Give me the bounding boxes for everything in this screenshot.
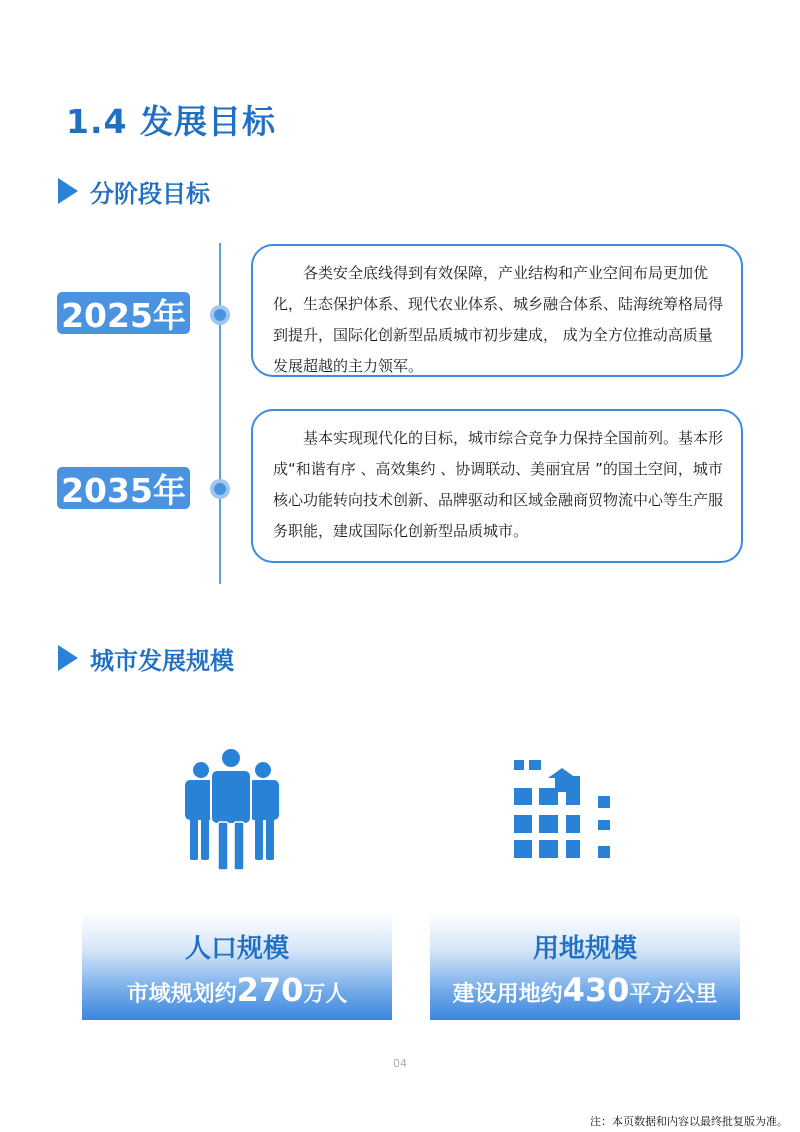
stat-suffix: 万人	[303, 982, 348, 1007]
section-heading-label: 城市发展规模	[90, 646, 234, 675]
triangle-bullet-icon	[58, 645, 78, 671]
timeline-line	[219, 243, 221, 584]
stat-description	[82, 971, 392, 1009]
stat-suffix: 平方公里	[629, 982, 718, 1007]
year-badge-2025: 2025年	[57, 292, 190, 334]
timeline-dot	[210, 479, 230, 499]
triangle-bullet-icon	[58, 178, 78, 204]
section-heading-label: 分阶段目标	[90, 179, 210, 208]
section-heading-city-scale	[58, 641, 234, 675]
page-title: 1.4 发展目标	[66, 102, 276, 141]
people-icon	[180, 748, 284, 870]
stat-title: 人口规模	[184, 934, 289, 964]
stat-card-population	[82, 912, 392, 1020]
goal-box-2035: 基本实现现代化的目标，城市综合竞争力保持全国前列。基本形成“和谐有序 、高效集约 、协调联动、美丽宜居 ”的国土空间，城市核心功能转向技术创新、品牌驱动和区域金融商贸物流中心等生产服务职能，建成国际化创新型品质城市。	[251, 409, 743, 563]
year-badge-2035: 2035年	[57, 467, 190, 509]
stat-prefix: 市域规划约	[126, 982, 237, 1007]
stat-description	[430, 971, 740, 1009]
timeline-dot	[210, 305, 230, 325]
stat-prefix: 建设用地约	[452, 982, 563, 1007]
stat-value: 270	[236, 971, 304, 1009]
stat-value: 430	[562, 971, 630, 1009]
page-number: 04	[393, 1057, 407, 1070]
goal-box-2025: 各类安全底线得到有效保障，产业结构和产业空间布局更加优化，生态保护体系、现代农业体系、城乡融合体系、陆海统筹格局得到提升，国际化创新型品质城市初步建成， 成为全方位推动高质量发展超越的主力领军。	[251, 244, 743, 377]
stat-title: 用地规模	[532, 934, 637, 964]
section-heading-stage-goals	[58, 174, 210, 208]
building-icon	[510, 758, 614, 862]
stat-card-land-use	[430, 912, 740, 1020]
footnote: 注：本页数据和内容以最终批复版为准。	[590, 1115, 788, 1128]
